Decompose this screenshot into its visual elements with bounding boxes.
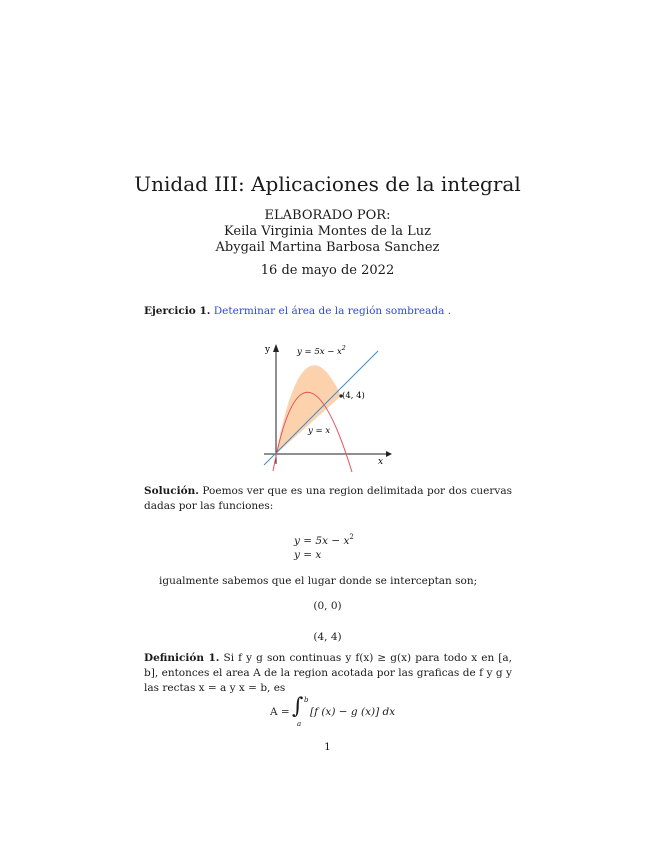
equation-1 (294, 533, 354, 547)
equation-2 (294, 549, 321, 561)
y-axis-label: y (265, 345, 271, 355)
equation-1-text: y = 5x − x (294, 535, 350, 547)
exercise-link[interactable]: Determinar el área de la región sombreada . (213, 305, 452, 317)
intersection-text: igualmente sabemos que el lugar donde se interceptan son; (159, 575, 478, 587)
lower-limit: a (297, 720, 302, 728)
area-formula (270, 696, 410, 726)
solution-label: Solución. (144, 485, 199, 497)
formula-lhs: A = (270, 706, 290, 718)
upper-limit: b (304, 696, 309, 704)
author-1: Keila Virginia Montes de la Luz (224, 224, 431, 239)
point-1: (0, 0) (313, 600, 342, 612)
curve-label-exp: 2 (341, 345, 346, 352)
curve-label-text: y = 5x − x (297, 347, 342, 357)
exercise (144, 304, 512, 319)
x-axis-arrow (386, 451, 392, 457)
line-label: y = x (308, 426, 331, 436)
integral-sign: ∫ (292, 694, 304, 719)
definition-text: Si f y g son continuas y f(x) ≥ g(x) para todo x en [a, b], entonces el area A de la region acotada por las graficas de f y g y las rectas x = a y x = b, es (144, 652, 512, 694)
point-2: (4, 4) (313, 631, 342, 643)
definition (144, 651, 512, 696)
y-axis-arrow (273, 344, 279, 352)
author-2: Abygail Martina Barbosa Sanchez (215, 240, 440, 255)
point-label: (4, 4) (342, 391, 365, 401)
solution (144, 484, 512, 514)
shaded-region (276, 365, 341, 454)
byline-heading: ELABORADO POR: (264, 208, 391, 223)
date: 16 de mayo de 2022 (260, 263, 395, 278)
solution-text: Poemos ver que es una region delimitada por dos cuervas dadas por las funciones: (144, 485, 512, 512)
byline (0, 208, 655, 256)
equation-1-exp: 2 (349, 533, 354, 541)
integrand: [f (x) − g (x)] dx (310, 706, 396, 718)
definition-label: Definición 1. (144, 652, 220, 664)
exercise-label: Ejercicio 1. (144, 305, 211, 317)
region-figure (262, 338, 396, 472)
equation-2-text: y = x (294, 549, 322, 561)
curve-label (296, 345, 346, 357)
page-number: 1 (324, 741, 331, 753)
page-title: Unidad III: Aplicaciones de la integral (134, 172, 521, 196)
x-axis-label: x (378, 457, 384, 467)
